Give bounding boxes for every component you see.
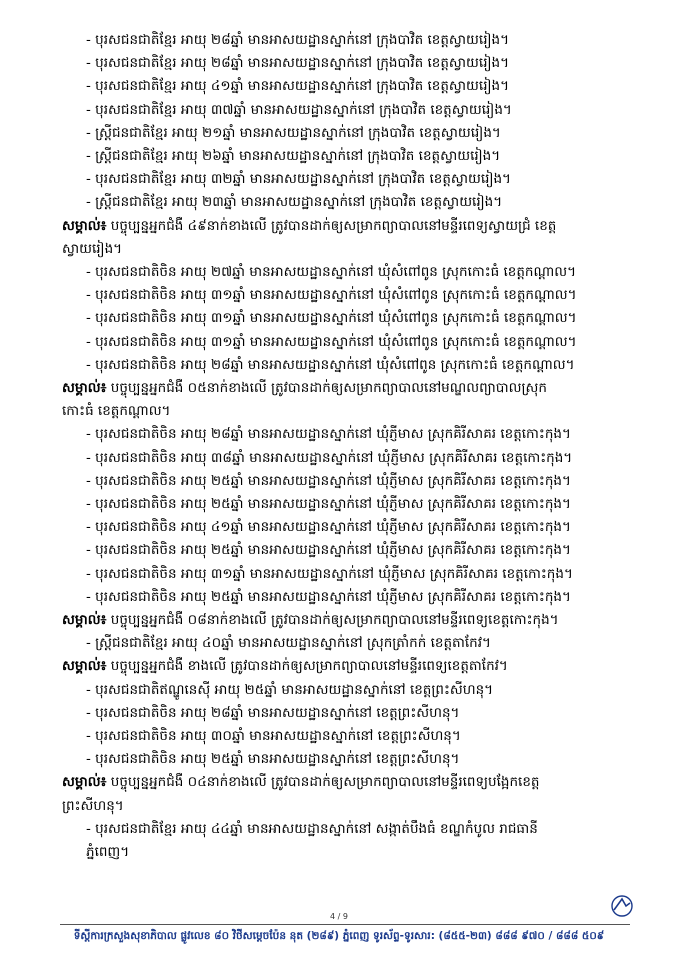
note-label: សម្គាល់៖ — [62, 658, 107, 675]
note-paragraph — [62, 610, 559, 630]
note-text: បច្ចុប្បន្នអ្នកជំងឺ ៤៩នាក់ខាងលើ ត្រូវបានដាក់ឲ្យសម្រាកព្យាបាលនៅមន្ទីរពេទ្យស្វាយជ្រំ ខេត្ត — [106, 217, 557, 234]
case-list-item: - បុរសជនជាតិចិន អាយុ ២៨ឆ្នាំ មានអាសយដ្ឋានស្នាក់នៅ ខេត្តព្រះសីហនុ។ — [86, 704, 460, 721]
case-list-item: - បុរសជនជាតិចិន អាយុ ២៨ឆ្នាំ មានអាសយដ្ឋានស្នាក់នៅ ឃុំភ្ញីមាស ស្រុកគិរីសាគរ ខេត្តកោះកុង។ — [86, 426, 571, 443]
case-list-item: - ស្ត្រីជនជាតិខ្មែរ អាយុ ២១ឆ្នាំ មានអាសយដ្ឋានស្នាក់នៅ ក្រុងបាវិត ខេត្តស្វាយរៀង។ — [86, 124, 501, 141]
footer-address: ទីស្តីការក្រសួងសុខាភិបាល ផ្លូវលេខ ៨០ វិថីសម្ដេចប៉ែន នុត (២៨៩) ភ្នំពេញ ទូរស័ព្ទ-ទូរសារ: (៨៥៥-២៣) ៨៨៨ ៩៧០ / ៨៨៨ ៥០៩ — [73, 930, 605, 942]
case-list-item: - បុរសជនជាតិចិន អាយុ ២៥ឆ្នាំ មានអាសយដ្ឋានស្នាក់នៅ ឃុំភ្ញីមាស ស្រុកគិរីសាគរ ខេត្តកោះកុង។ — [86, 496, 571, 512]
continuation-line: ព្រះសីហនុ។ — [62, 797, 124, 814]
case-list-item: - បុរសជនជាតិខ្មែរ អាយុ ៣៧ឆ្នាំ មានអាសយដ្ឋានស្នាក់នៅ ក្រុងបាវិត ខេត្តស្វាយរៀង។ — [86, 101, 512, 118]
case-list-item: - បុរសជនជាតិចិន អាយុ ៣១ឆ្នាំ មានអាសយដ្ឋានស្នាក់នៅ ឃុំភ្ញីមាស ស្រុកគិរីសាគរ ខេត្តកោះកុង។ — [86, 565, 573, 582]
note-text: បច្ចុប្បន្នអ្នកជំងឺ ០៨នាក់ខាងលើ ត្រូវបានដាក់ឲ្យសម្រាកព្យាបាលនៅមន្ទីរពេទ្យខេត្តកោះកុង។ — [106, 612, 559, 628]
continuation-line: ស្វាយរៀង។ — [62, 240, 123, 257]
note-text: បច្ចុប្បន្នអ្នកជំងឺ ០៥នាក់ខាងលើ ត្រូវបានដាក់ឲ្យសម្រាកព្យាបាលនៅមណ្ឌលព្យាបាលស្រុក — [106, 380, 547, 396]
case-list-item: - ស្ត្រីជនជាតិខ្មែរ អាយុ ២៦ឆ្នាំ មានអាសយដ្ឋានស្នាក់នៅ ក្រុងបាវិត ខេត្តស្វាយរៀង។ — [86, 148, 501, 164]
case-list-item: - បុរសជនជាតិឥណ្ឌូនេស៊ី អាយុ ២៥ឆ្នាំ មានអាសយដ្ឋានស្នាក់នៅ ខេត្តព្រះសីហនុ។ — [86, 681, 494, 698]
case-list-item: - បុរសជនជាតិចិន អាយុ ២៥ឆ្នាំ មានអាសយដ្ឋានស្នាក់នៅ ឃុំភ្ញីមាស ស្រុកគិរីសាគរ ខេត្តកោះកុង។ — [86, 588, 571, 605]
case-list-item: - ស្ត្រីជនជាតិខ្មែរ អាយុ ២៣ឆ្នាំ មានអាសយដ្ឋានស្នាក់នៅ ក្រុងបាវិត ខេត្តស្វាយរៀង។ — [86, 194, 503, 211]
case-list-item: - បុរសជនជាតិខ្មែរ អាយុ ៤៤ឆ្នាំ មានអាសយដ្ឋានស្នាក់នៅ សង្កាត់បឹងធំ ខណ្ឌកំបូល រាជធានី — [86, 820, 538, 837]
note-text: បច្ចុប្បន្នអ្នកជំងឺ ០៤នាក់ខាងលើ ត្រូវបានដាក់ឲ្យសម្រាកព្យាបាលនៅមន្ទីរពេទ្យបង្អែកខេត្ត — [106, 774, 540, 791]
case-list-item: - បុរសជនជាតិចិន អាយុ ៣៨ឆ្នាំ មានអាសយដ្ឋានស្នាក់នៅ ឃុំភ្ញីមាស ស្រុកគិរីសាគរ ខេត្តកោះកុង។ — [86, 449, 573, 466]
note-paragraph — [62, 772, 539, 792]
case-list-item: - បុរសជនជាតិចិន អាយុ ៣១ឆ្នាំ មានអាសយដ្ឋានស្នាក់នៅ ឃុំសំពៅពូន ស្រុកកោះធំ ខេត្តកណ្ដាល។ — [86, 333, 577, 350]
case-list-item: - បុរសជនជាតិចិន អាយុ ២៨ឆ្នាំ មានអាសយដ្ឋានស្នាក់នៅ ឃុំសំពៅពូន ស្រុកកោះធំ ខេត្តកណ្ដាល។ — [86, 356, 575, 373]
note-paragraph — [62, 216, 556, 236]
case-list-item: - ស្ត្រីជនជាតិខ្មែរ អាយុ ៤០ឆ្នាំ មានអាសយដ្ឋានស្នាក់នៅ ស្រុកត្រាំកក់ ខេត្តតាកែវ។ — [86, 635, 491, 652]
case-list-item: - បុរសជនជាតិខ្មែរ អាយុ ៣២ឆ្នាំ មានអាសយដ្ឋានស្នាក់នៅ ក្រុងបាវិត ខេត្តស្វាយរៀង។ — [86, 171, 511, 188]
case-list-item: - បុរសជនជាតិចិន អាយុ ២៧ឆ្នាំ មានអាសយដ្ឋានស្នាក់នៅ ឃុំសំពៅពូន ស្រុកកោះធំ ខេត្តកណ្ដាល។ — [86, 264, 577, 280]
continuation-line: ភ្នំពេញ។ — [86, 844, 130, 860]
case-list-item: - បុរសជនជាតិចិន អាយុ ២៥ឆ្នាំ មានអាសយដ្ឋានស្នាក់នៅ ឃុំភ្ញីមាស ស្រុកគិរីសាគរ ខេត្តកោះកុង។ — [86, 542, 571, 559]
note-paragraph — [62, 656, 508, 676]
case-list-item: - បុរសជនជាតិចិន អាយុ ៣០ឆ្នាំ មានអាសយដ្ឋានស្នាក់នៅ ខេត្តព្រះសីហនុ។ — [86, 728, 461, 744]
case-list-item: - បុរសជនជាតិចិន អាយុ ២៥ឆ្នាំ មានអាសយដ្ឋានស្នាក់នៅ ខេត្តព្រះសីហនុ។ — [86, 751, 460, 768]
ministry-logo-icon — [608, 894, 636, 918]
footer-divider — [60, 924, 630, 925]
page-number: 4 / 9 — [330, 912, 348, 921]
continuation-line: កោះធំ ខេត្តកណ្ដាល។ — [62, 403, 171, 420]
note-paragraph — [62, 378, 547, 398]
case-list-item: - បុរសជនជាតិខ្មែរ អាយុ ៤១ឆ្នាំ មានអាសយដ្ឋានស្នាក់នៅ ក្រុងបាវិត ខេត្តស្វាយរៀង។ — [86, 78, 509, 95]
case-list-item: - បុរសជនជាតិខ្មែរ អាយុ ២៨ឆ្នាំ មានអាសយដ្ឋានស្នាក់នៅ ក្រុងបាវិត ខេត្តស្វាយរៀង។ — [86, 32, 509, 48]
note-label: សម្គាល់៖ — [62, 217, 107, 234]
case-list-item: - បុរសជនជាតិចិន អាយុ ២៥ឆ្នាំ មានអាសយដ្ឋានស្នាក់នៅ ឃុំភ្ញីមាស ស្រុកគិរីសាគរ ខេត្តកោះកុង។ — [86, 472, 571, 489]
note-label: សម្គាល់៖ — [62, 380, 107, 396]
note-label: សម្គាល់៖ — [62, 612, 107, 628]
case-list-item: - បុរសជនជាតិខ្មែរ អាយុ ២៨ឆ្នាំ មានអាសយដ្ឋានស្នាក់នៅ ក្រុងបាវិត ខេត្តស្វាយរៀង។ — [86, 55, 509, 72]
note-text: បច្ចុប្បន្នអ្នកជំងឺ ខាងលើ ត្រូវបានដាក់ឲ្យសម្រាកព្យាបាលនៅមន្ទីរពេទ្យខេត្តតាកែវ។ — [106, 658, 508, 675]
case-list-item: - បុរសជនជាតិចិន អាយុ ៣១ឆ្នាំ មានអាសយដ្ឋានស្នាក់នៅ ឃុំសំពៅពូន ស្រុកកោះធំ ខេត្តកណ្ដាល។ — [86, 310, 577, 327]
case-list-item: - បុរសជនជាតិចិន អាយុ ៤១ឆ្នាំ មានអាសយដ្ឋានស្នាក់នៅ ឃុំភ្ញីមាស ស្រុកគិរីសាគរ ខេត្តកោះកុង។ — [86, 519, 571, 536]
case-list-item: - បុរសជនជាតិចិន អាយុ ៣១ឆ្នាំ មានអាសយដ្ឋានស្នាក់នៅ ឃុំសំពៅពូន ស្រុកកោះធំ ខេត្តកណ្ដាល។ — [86, 287, 577, 304]
note-label: សម្គាល់៖ — [62, 774, 107, 791]
